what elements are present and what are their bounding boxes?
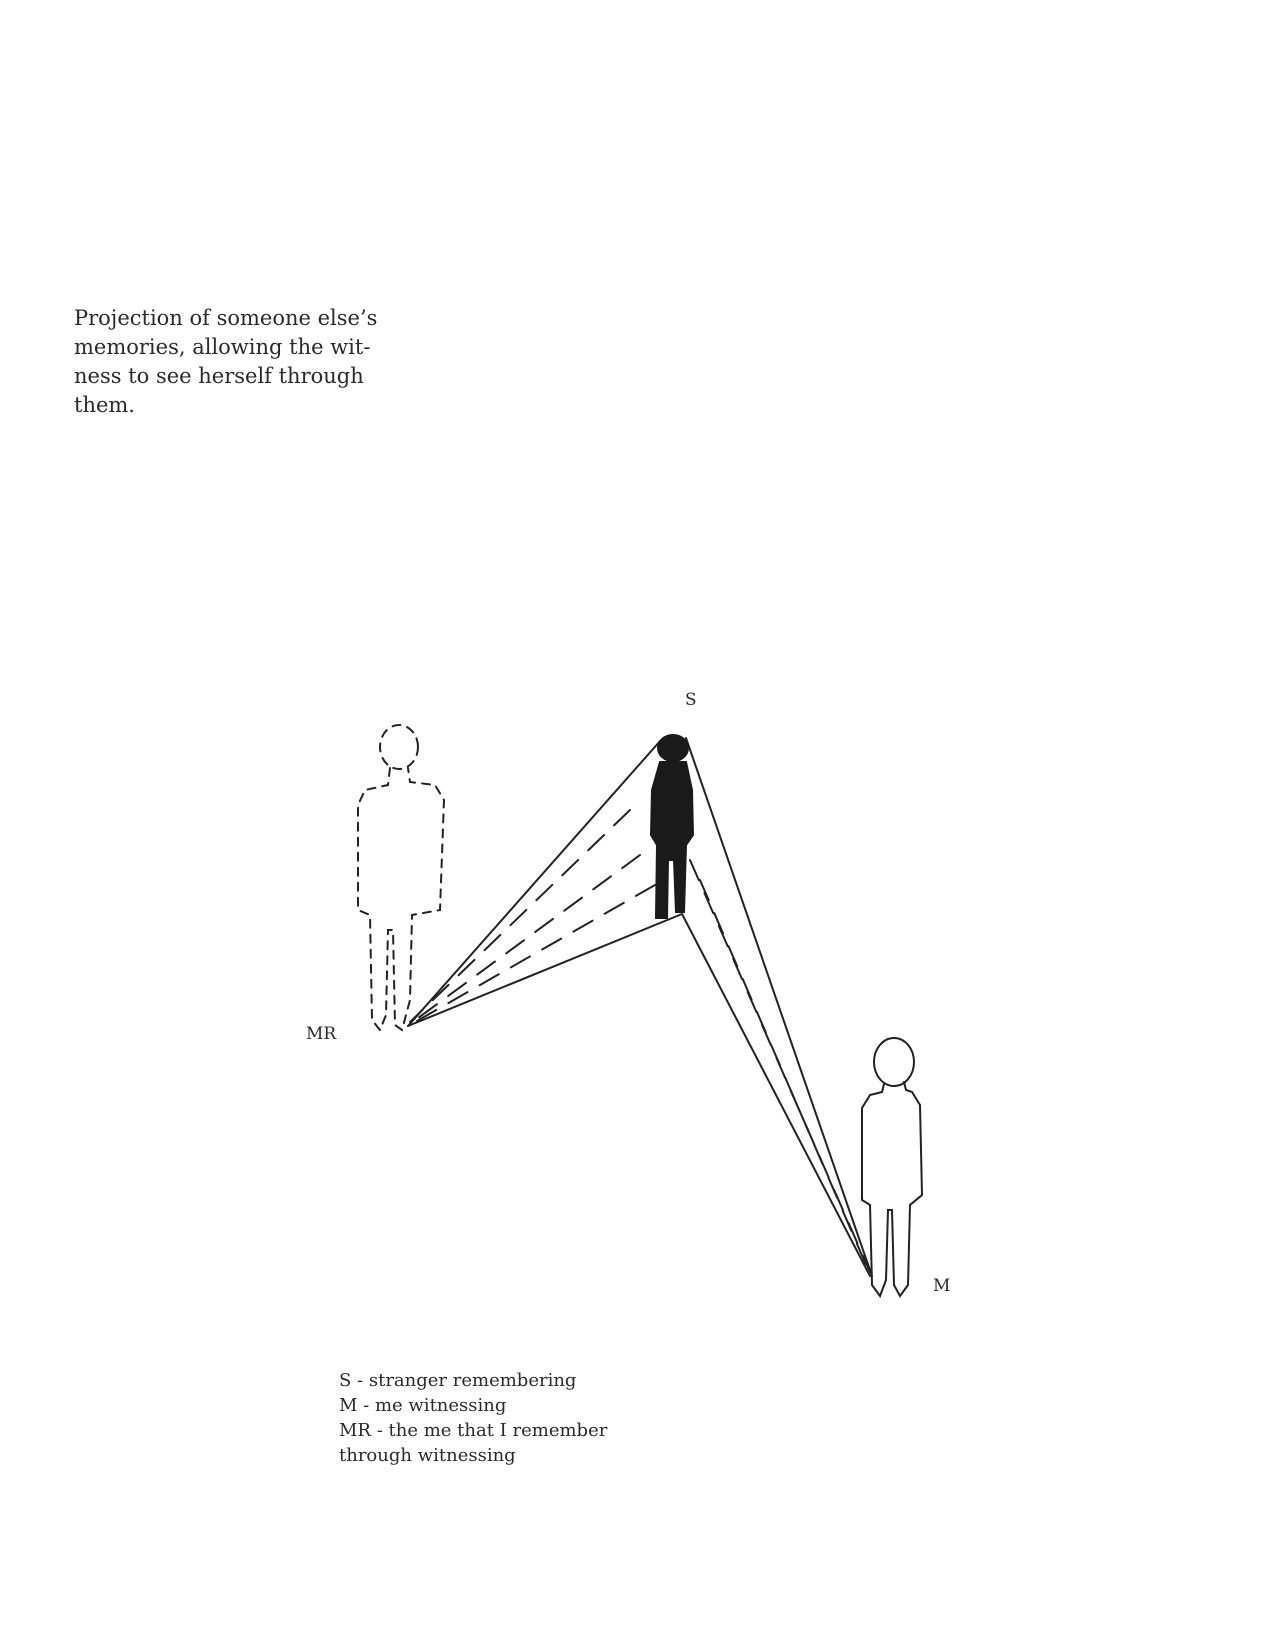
legend-item: through witnessing — [339, 1445, 516, 1466]
label-s: S — [685, 690, 697, 710]
legend-item: MR - the me that I remember — [339, 1420, 608, 1441]
remembered-me-figure — [358, 725, 444, 1030]
label-mr: MR — [306, 1024, 337, 1044]
stranger-figure — [651, 735, 693, 918]
caption-line: Projection of someone else’s — [74, 306, 378, 330]
caption-line: them. — [74, 393, 135, 417]
projection-s-to-mr — [408, 740, 682, 1026]
legend — [339, 1368, 607, 1468]
me-witnessing-figure — [862, 1038, 922, 1296]
legend-item: M - me witnessing — [339, 1395, 507, 1416]
caption-line: memories, allowing the wit- — [74, 335, 371, 359]
label-m: M — [933, 1276, 951, 1296]
projection-s-to-m — [682, 738, 872, 1276]
legend-item: S - stranger remembering — [339, 1370, 577, 1391]
caption-line: ness to see herself through — [74, 364, 364, 388]
